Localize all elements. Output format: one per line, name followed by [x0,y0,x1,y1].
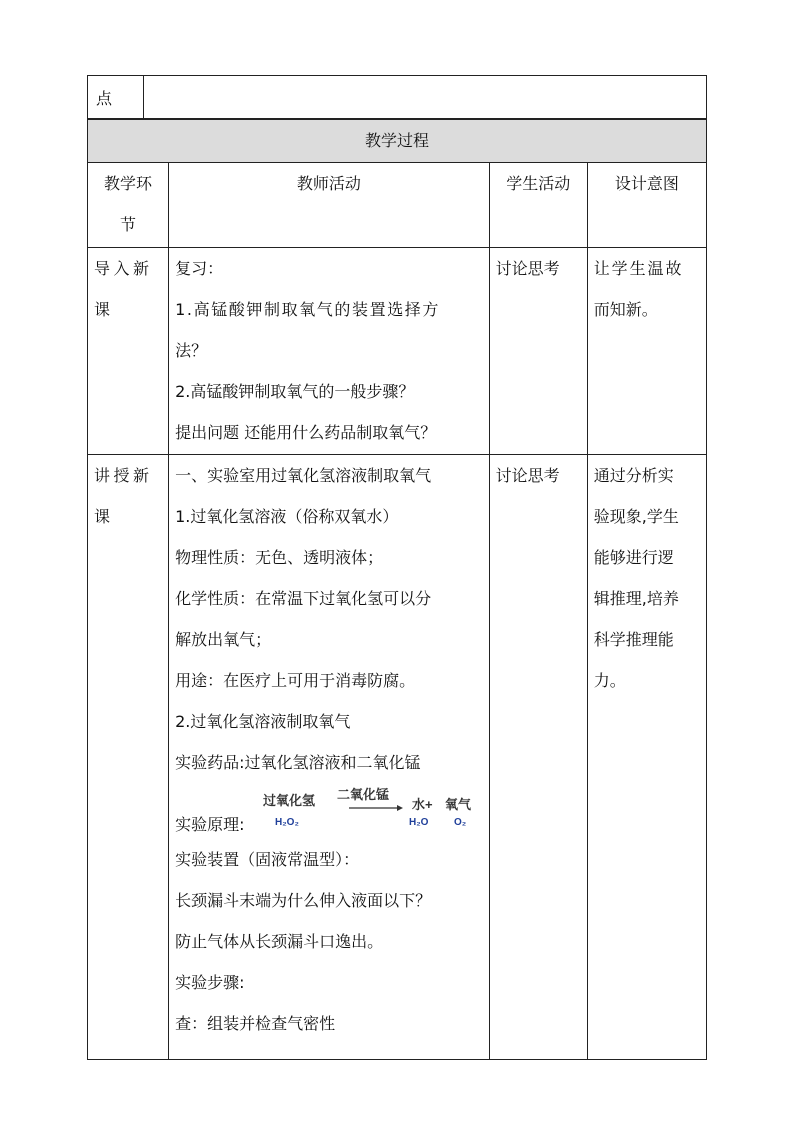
reaction-diagram [259,783,489,839]
equation-label: 实验原理: [175,815,245,834]
header-stage-line2: 节 [120,215,137,234]
product1-formula: H₂O [409,817,429,828]
teacher-line: 实验药品:过氧化氢溶液和二氧化锰 [175,753,421,772]
reaction-arrow-head [397,805,403,811]
teacher-line: 用途：在医疗上可用于消毒防腐。 [175,671,416,690]
teacher-line: 实验装置（固液常温型）： [175,850,360,869]
intent-line: 而知新。 [593,300,658,319]
stage-line2: 课 [94,507,111,526]
teacher-line: 法？ [175,341,208,360]
lesson-process-table [87,119,707,1060]
design-intent-cell [587,248,706,455]
teacher-line: 一、实验室用过氧化氢溶液制取氧气 [175,466,432,485]
intent-line: 辑推理,培养 [593,589,679,608]
table-header-row [88,163,707,248]
student-activity-cell: 讨论思考 [489,455,587,1060]
stage-line1: 讲授新 [94,466,153,485]
teacher-line: 1.过氧化氢溶液（俗称双氧水） [175,507,399,526]
intent-line: 力。 [593,671,626,690]
teacher-line: 物理性质：无色、透明液体； [175,548,384,567]
header-stage [88,163,169,248]
catalyst-name: 二氧化锰 [337,787,390,802]
teacher-line: 提出问题 还能用什么药品制取氧气？ [175,423,437,442]
intent-line: 验现象,学生 [593,507,679,526]
header-teacher: 教师活动 [169,163,490,248]
teacher-activity-cell [169,455,490,1060]
teacher-line: 长颈漏斗末端为什么伸入液面以下？ [175,891,432,910]
stage-line2: 课 [94,300,111,319]
table-row [88,248,707,455]
teacher-line: 复习： [175,259,224,278]
reactant-name: 过氧化氢 [263,793,316,808]
teacher-activity-cell [169,248,490,455]
header-stage-line1: 教学环 [104,174,153,193]
header-student: 学生活动 [489,163,587,248]
product2-formula: O₂ [454,817,467,828]
intent-line: 让学生温故 [593,259,684,278]
reaction-equation [175,783,483,839]
student-activity-cell: 讨论思考 [489,248,587,455]
reactant-formula: H₂O₂ [275,817,300,828]
section-title: 教学过程 [88,120,707,163]
intent-line: 通过分析实 [593,466,674,485]
teacher-line: 实验步骤: [175,973,245,992]
design-intent-cell [587,455,706,1060]
product1-name: 水+ [412,797,433,812]
table-row [88,455,707,1060]
teacher-line: 查：组装并检查气密性 [175,1014,336,1033]
stage-cell [88,455,169,1060]
top-row-table [87,75,707,119]
top-row-label: 点 [88,76,144,119]
header-intent: 设计意图 [587,163,706,248]
top-row-value [144,76,707,119]
stage-cell [88,248,169,455]
teacher-line: 1.高锰酸钾制取氧气的装置选择方 [175,300,440,319]
intent-line: 能够进行逻 [593,548,674,567]
teacher-line: 2.高锰酸钾制取氧气的一般步骤？ [175,382,415,401]
teacher-line: 解放出氧气； [175,630,272,649]
intent-line: 科学推理能 [593,630,674,649]
product2-name: 氧气 [445,797,472,812]
teacher-line: 防止气体从长颈漏斗口逸出。 [175,932,384,951]
stage-line1: 导入新 [94,259,153,278]
teacher-line: 化学性质：在常温下过氧化氢可以分 [175,589,432,608]
teacher-line: 2.过氧化氢溶液制取氧气 [175,712,351,731]
